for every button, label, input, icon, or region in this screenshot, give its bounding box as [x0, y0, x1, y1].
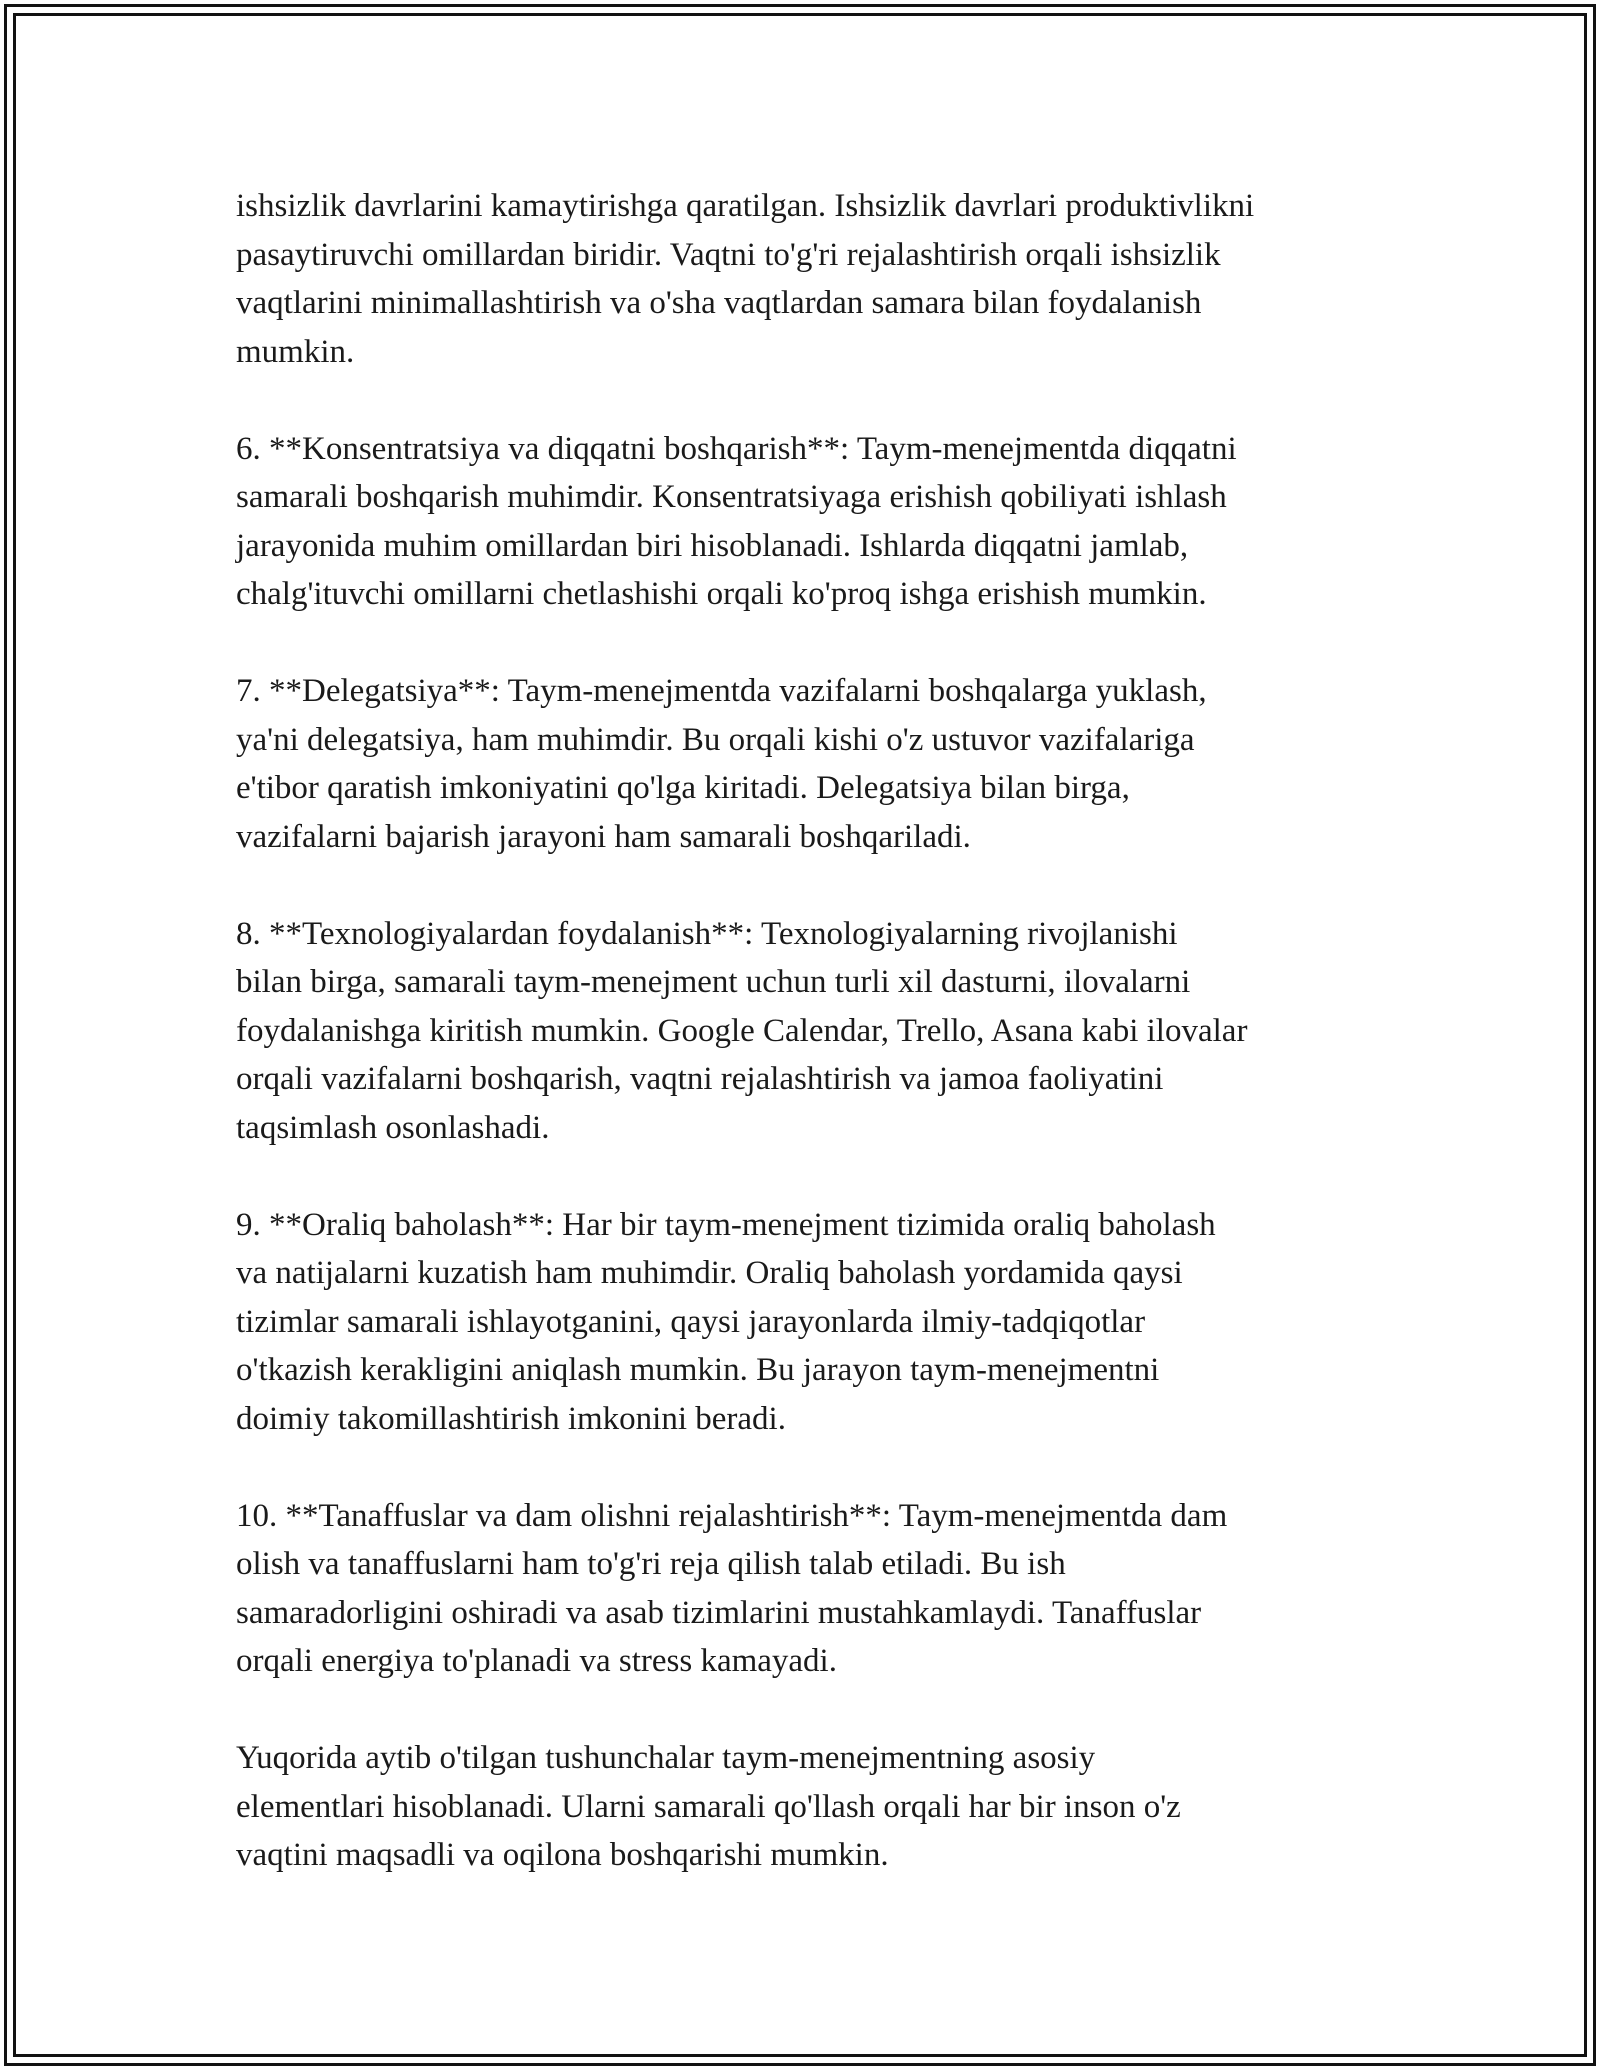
paragraph-item-8: 8. **Texnologiyalardan foydalanish**: Texnologiyalarning rivojlanishi bilan birga, samarali taym-menejment uchun turli xil dasturni, ilovalarni foydalanishga kiritish mumkin. Google Calendar, Trello, Asana kabi ilovalar orqali vazifalarni boshqarish, vaqtni rejalashtirish va jamoa faoliyatini taqsimlash osonlashadi.: [236, 915, 1248, 1146]
paragraph-conclusion: Yuqorida aytib o'tilgan tushunchalar taym-menejmentning asosiy elementlari hisoblanadi. Ularni samarali qo'llash orqali har bir inson o'z vaqtini maqsadli va oqilona boshqarishi mumkin.: [236, 1740, 1181, 1873]
paragraph-item-6: 6. **Konsentratsiya va diqqatni boshqarish**: Taym-menejmentda diqqatni samarali boshqarish muhimdir. Konsentratsiyaga erishish qobiliyati ishlash jarayonida muhim omillardan biri hisoblanadi. Ishlarda diqqatni jamlab, chalg'ituvchi omillarni chetlashishi orqali ko'proq ishga erishish mumkin.: [236, 430, 1237, 612]
paragraph-item-10: 10. **Tanaffuslar va dam olishni rejalashtirish**: Taym-menejmentda dam olish va tanaffuslarni ham to'g'ri reja qilish talab etiladi. Bu ish samaradorligini oshiradi va asab tizimlarini mustahkamlaydi. Tanaffuslar orqali energiya to'planadi va stress kamayadi.: [236, 1497, 1228, 1679]
paragraph-item-9: 9. **Oraliq baholash**: Har bir taym-menejment tizimida oraliq baholash va natijalarni kuzatish ham muhimdir. Oraliq baholash yordamida qaysi tizimlar samarali ishlayotganini, qaysi jarayonlarda ilmiy-tadqiqotlar o'tkazish kerakligini aniqlash mumkin. Bu jarayon taym-menejmentni doimiy takomillashtirish imkonini beradi.: [236, 1206, 1216, 1437]
document-body: [236, 182, 1376, 1880]
paragraph-intro-continuation: ishsizlik davrlarini kamaytirishga qaratilgan. Ishsizlik davrlari produktivlikni pasaytiruvchi omillardan biridir. Vaqtni to'g'ri rejalashtirish orqali ishsizlik vaqtlarini minimallashtirish va o'sha vaqtlardan samara bilan foydalanish mumkin.: [236, 188, 1255, 370]
paragraph-item-7: 7. **Delegatsiya**: Taym-menejmentda vazifalarni boshqalarga yuklash, ya'ni delegatsiya, ham muhimdir. Bu orqali kishi o'z ustuvor vazifalariga e'tibor qaratish imkoniyatini qo'lga kiritadi. Delegatsiya bilan birga, vazifalarni bajarish jarayoni ham samarali boshqariladi.: [236, 673, 1207, 855]
